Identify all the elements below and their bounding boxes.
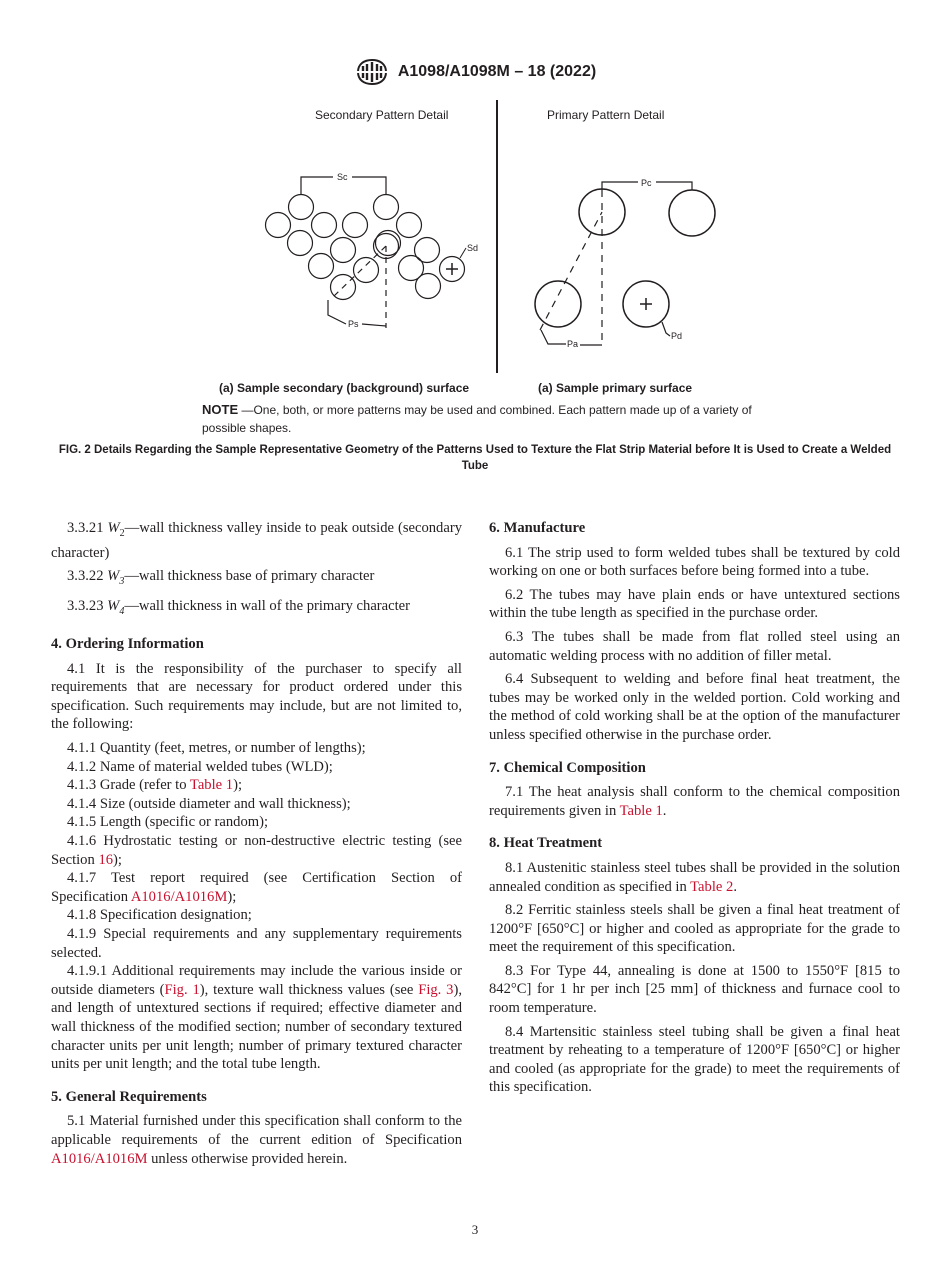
table-2-link[interactable]: Table 2 [690,878,734,895]
table-1-link-2[interactable]: Table 1 [619,802,663,819]
pd-leader [662,322,670,336]
primary-pattern [535,189,715,327]
section-3-3-21: 3.3.21 $W_2—wall$ thickness valley inside to peak outside (secondary character) [51,520,462,561]
a1016-link-2[interactable]: A1016/A1016M [51,1150,148,1167]
section-5-1: 5.1 Material furnished under this specification shall conform to the applicable requirements of the current edition of Specification A1016/A1016M unless otherwise provided herein. [51,1113,462,1167]
section-4-1-9: 4.1.9 Special requirements and any supplementary requirements selected. [51,926,462,961]
primary-surface-caption: (a) Sample primary surface [538,381,693,395]
section-4-1-1: 4.1.1 Quantity (feet, metres, or number of lengths); [67,740,366,757]
fig-3-link[interactable]: Fig. 3 [418,981,454,998]
section-8-1: 8.1 Austenitic stainless steel tubes shall be provided in the solution annealed condition as specified in Table 2. [489,859,900,895]
section-3-3-22: 3.3.22 $W_3—wall$ thickness base of primary character [67,568,375,587]
section-8-2: 8.2 Ferritic stainless steels shall be given a final heat treatment of 1200°F [650°C] or higher and cooled as appropriate for the grade to meet the requirement of this specification. [489,902,900,956]
note-text: —One, both, or more patterns may be used and combined. Each pattern made up of a variety of possible shapes. [202,403,752,435]
figure-note [202,401,762,437]
section-4-1-8: 4.1.8 Specification designation; [67,907,252,924]
sd-plus-icon [446,263,458,275]
heading-ordering-information: 4. Ordering Information [51,636,204,653]
heading-chemical-composition: 7. Chemical Composition [489,759,646,776]
section-16-link[interactable]: 16 [98,851,114,868]
figure-2 [0,0,950,440]
section-4-1-6: 4.1.6 Hydrostatic testing or non-destructive electric testing (see Section 16); [51,833,462,868]
left-column [51,519,462,1173]
section-8-4: 8.4 Martensitic stainless steel tubing shall be given a final heat treatment by reheating to a temperature of 1200°F [650°C] or higher and cooled (as appropriate for the grade) to meet the requirements of this specification. [489,1023,900,1096]
pa-label: Pa [567,339,579,349]
sd-label: Sd [467,243,479,253]
section-3-3-23: 3.3.23 $W_4—wall$ thickness in wall of the primary character [67,597,411,617]
section-4-1-2: 4.1.2 Name of material welded tubes (WLD); [67,758,333,775]
section-4-1: 4.1 It is the responsibility of the purchaser to specify all requirements that are necessary for product ordered under this specification. Such requirements may include, but are not limited to, the following: [51,660,462,733]
section-7-1: 7.1 The heat analysis shall conform to the chemical composition requirements given in Table 1. [489,784,900,819]
ps-label: Ps [348,319,359,329]
sd-leader [460,248,466,258]
figure-caption: FIG. 2 Details Regarding the Sample Representative Geometry of the Patterns Used to Texture the Flat Strip Material before It is Used to Create a Welded Tube [58,444,892,472]
secondary-pattern-title: Secondary Pattern Detail [315,108,449,122]
secondary-surface-caption: (a) Sample secondary (background) surface [219,381,470,395]
table-1-link[interactable]: Table 1 [189,777,234,794]
section-6-1: 6.1 The strip used to form welded tubes shall be textured by cold working on one or both surfaces before being formed into a tube. [489,544,900,580]
heading-manufacture: 6. Manufacture [489,520,586,536]
primary-dashed-diagonal [540,212,602,330]
pc-label: Pc [641,178,652,188]
section-4-1-7: 4.1.7 Test report required (see Certification Section of Specification A1016/A1016M); [51,870,462,905]
right-column [489,519,900,1102]
page-number: 3 [471,1222,479,1237]
note-label: NOTE [202,402,239,417]
primary-pattern-title: Primary Pattern Detail [547,108,665,122]
section-4-1-4: 4.1.4 Size (outside diameter and wall thickness); [67,795,351,812]
section-6-2: 6.2 The tubes may have plain ends or have untextured sections within the tube length as specified in the purchase order. [489,586,900,622]
pd-plus-icon [640,298,652,310]
secondary-pattern [266,195,465,300]
pd-label: Pd [671,331,683,341]
section-6-4: 6.4 Subsequent to welding and before final heat treatment, the tubes may be worked only in the welded portion. Cold working and the method of cold working shall be at the option of the manufacturer unless specified otherwise in the purchase order. [489,671,900,743]
document-designation: A1098/A1098M – 18 (2022) [397,63,597,80]
section-4-1-9-1: 4.1.9.1 Additional requirements may include the various inside or outside diameters (Fig. 1), texture wall thickness values (see Fig. 3), and length of untextured sections if required; effective diameter and wall thickness of the modified section; number of secondary textured character units per unit length; number of primary textured character units per unit length; and the total tube length. [51,963,462,1073]
section-6-3: 6.3 The tubes shall be made from flat rolled steel using an automatic welding process with no addition of filler metal. [489,628,900,664]
a1016-link[interactable]: A1016/A1016M [130,888,228,905]
section-4-1-5: 4.1.5 Length (specific or random); [67,814,269,831]
sc-label: Sc [337,172,348,182]
section-8-3: 8.3 For Type 44, annealing is done at 1500 to 1550°F [815 to 842°C] for 1 hr per inch [25 mm] of thickness and furnace cool to room temperature. [489,962,900,1017]
heading-general-requirements: 5. General Requirements [51,1088,207,1105]
fig-1-link[interactable]: Fig. 1 [164,981,200,998]
section-4-1-3: 4.1.3 Grade (refer to Table 1); [67,777,242,794]
heading-heat-treatment: 8. Heat Treatment [489,835,603,852]
